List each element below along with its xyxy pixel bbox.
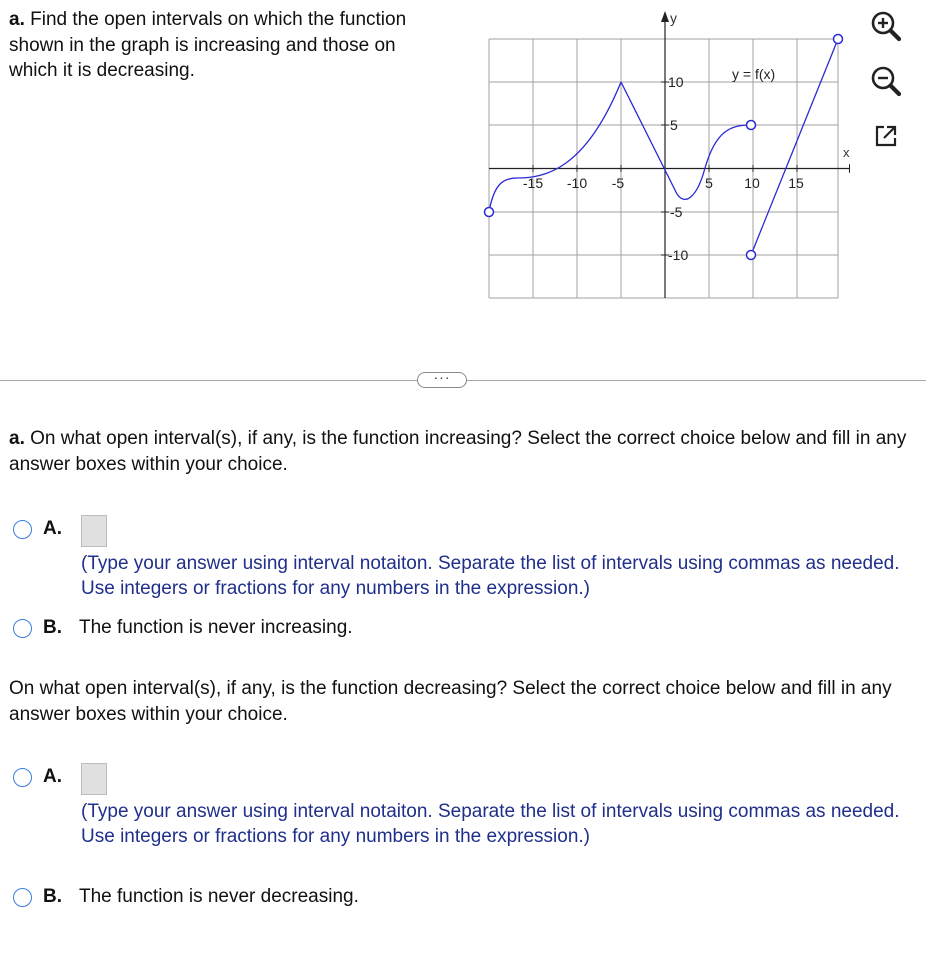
- x-tick-label: -15: [522, 175, 544, 191]
- problem-prompt: [9, 7, 409, 84]
- more-options-button[interactable]: [417, 369, 467, 388]
- open-endpoint: [834, 35, 843, 44]
- open-endpoint: [485, 208, 494, 217]
- increasing-answer-input[interactable]: [81, 515, 107, 547]
- zoom-in-icon: [869, 9, 903, 43]
- x-tick-label: -5: [611, 175, 625, 191]
- increasing-answer-hint: (Type your answer using interval notaiton. Separate the list of intervals using commas as needed. Use integers or fractions for any numbers in the expression.): [81, 553, 900, 599]
- function-label: y = f(x): [732, 66, 776, 82]
- question-decreasing: [9, 676, 914, 728]
- y-tick-label: -5: [670, 204, 683, 220]
- choice-letter: A.: [43, 518, 62, 539]
- question-part-label: a.: [9, 428, 25, 449]
- function-curve: [489, 39, 838, 255]
- y-tick-label: 10: [668, 74, 684, 90]
- x-tick-label: 5: [705, 175, 713, 191]
- zoom-out-icon: [869, 64, 903, 98]
- x-tick-label: -10: [566, 175, 588, 191]
- radio-button[interactable]: [13, 619, 32, 638]
- zoom-in-button[interactable]: [866, 8, 906, 44]
- prompt-part-label: a.: [9, 9, 25, 30]
- choice-letter: B.: [43, 617, 62, 638]
- increasing-choice-b[interactable]: [13, 617, 353, 639]
- function-graph: [480, 8, 850, 308]
- increasing-choice-a[interactable]: [13, 518, 62, 540]
- x-axis-arrow: [849, 164, 850, 173]
- choice-letter: B.: [43, 886, 62, 907]
- decreasing-answer-input[interactable]: [81, 763, 107, 795]
- popout-button[interactable]: [866, 118, 906, 154]
- radio-button[interactable]: [13, 520, 32, 539]
- y-axis-label: y: [670, 10, 677, 26]
- x-tick-label: 10: [744, 175, 760, 191]
- prompt-text: Find the open intervals on which the function shown in the graph is increasing and those on which it is decreasing.: [9, 9, 407, 81]
- decreasing-choice-a[interactable]: [13, 766, 62, 788]
- open-endpoint: [747, 251, 756, 260]
- radio-button[interactable]: [13, 888, 32, 907]
- popout-icon: [873, 123, 899, 149]
- choice-text: The function is never increasing.: [79, 617, 353, 638]
- question-text: On what open interval(s), if any, is the function increasing? Select the correct choice below and fill in any answer boxes within your choice.: [9, 428, 907, 475]
- y-tick-label: 5: [670, 117, 678, 133]
- choice-letter: A.: [43, 766, 62, 787]
- x-axis-label: x: [843, 145, 850, 160]
- more-dots: ···: [433, 369, 451, 385]
- question-text: On what open interval(s), if any, is the function decreasing? Select the correct choice below and fill in any answer boxes within your choice.: [9, 678, 892, 725]
- y-axis-arrow: [661, 11, 669, 22]
- y-tick-label: -10: [668, 247, 689, 263]
- radio-button[interactable]: [13, 768, 32, 787]
- open-endpoint: [747, 121, 756, 130]
- x-tick-label: 15: [788, 175, 804, 191]
- question-increasing: [9, 426, 914, 478]
- zoom-out-button[interactable]: [866, 63, 906, 99]
- decreasing-answer-hint: (Type your answer using interval notaiton. Separate the list of intervals using commas as needed. Use integers or fractions for any numbers in the expression.): [81, 801, 900, 847]
- choice-text: The function is never decreasing.: [79, 886, 359, 907]
- decreasing-choice-b[interactable]: [13, 886, 359, 908]
